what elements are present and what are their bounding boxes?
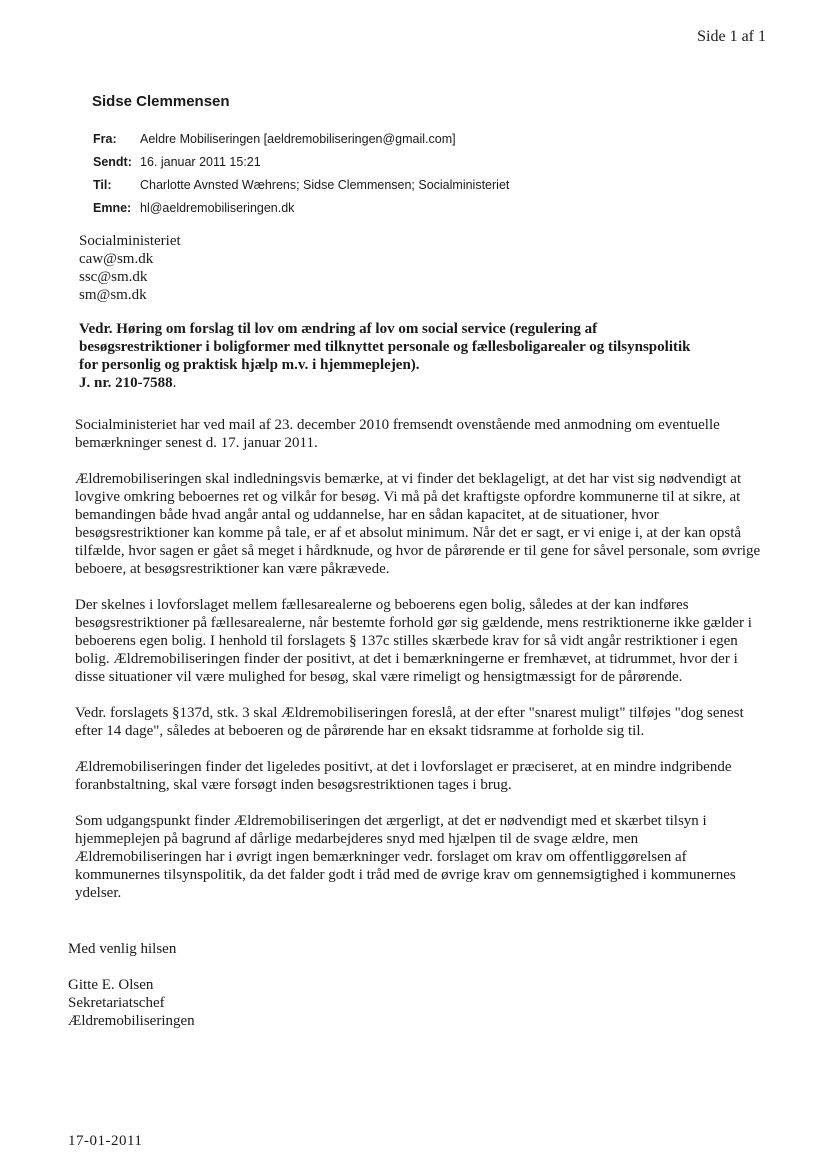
paragraph: Som udgangspunkt finder Ældremobiliseringen det ærgerligt, at det er nødvendigt med et skærbet tilsyn i hjemmeplejen på bagrund af dårlige medarbejderes snyd med hjælpen til de svage ældre, men Ældremobiliseringen har i øvrigt ingen bemærkninger vedr. forslaget om krav om offentliggørelsen af kommunernes tilsynspolitik, da det falder godt i tråd med de øvrige krav om gennemsigtighed i kommunernes ydelser. xyxy=(75,813,736,901)
recipient-email: caw@sm.dk xyxy=(79,251,154,267)
subject-value: hl@aeldremobiliseringen.dk xyxy=(140,201,295,215)
recipient-block xyxy=(79,232,181,304)
journal-number-suffix: . xyxy=(172,375,177,391)
header-from-row xyxy=(93,128,509,151)
header-sent-row xyxy=(93,151,509,174)
paragraph: Der skelnes i lovforslaget mellem fællesarealerne og beboerens egen bolig, således at der kan indføres besøgsrestriktioner på fællesarealerne, når bestemte forhold gør sig gældende, mens restriktionerne ikke gælder i beboerens egen bolig. I henhold til forslagets § 137c stilles skærbede krav for så vidt angår restriktioner i egen bolig. Ældremobiliseringen finder der positivt, at det i bemærkningerne er fremhævet, at tidrummet, hvor der i disse situationer vil være mulighed for besøg, skal være rimeligt og hensigtmæssigt for de pårørende. xyxy=(75,597,752,685)
paragraph: Ældremobiliseringen finder det ligeledes positivt, at det i lovforslaget er præciseret, at en mindre indgribende foranbstaltning, skal være forsøgt inden besøgsrestriktionen tages i brug. xyxy=(75,759,732,793)
from-value: Aeldre Mobiliseringen [aeldremobiliseringen@gmail.com] xyxy=(140,132,456,146)
header-to-row xyxy=(93,174,509,197)
subject-label: Emne: xyxy=(93,201,132,215)
recipient-email: ssc@sm.dk xyxy=(79,269,148,285)
email-header xyxy=(93,128,509,220)
letter-subject xyxy=(79,320,769,392)
sender-name: Sidse Clemmensen xyxy=(92,93,230,110)
header-subject-row xyxy=(93,197,509,220)
sent-value: 16. januar 2011 15:21 xyxy=(140,155,261,169)
sent-label: Sendt: xyxy=(93,155,132,169)
from-label: Fra: xyxy=(93,132,117,146)
signature xyxy=(68,976,195,1030)
recipient-name: Socialministeriet xyxy=(79,233,181,249)
signature-title: Sekretariatschef xyxy=(68,995,165,1011)
footer-date: 17-01-2011 xyxy=(68,1133,143,1149)
paragraph: Vedr. forslagets §137d, stk. 3 skal Ældremobiliseringen foreslå, at der efter "snarest muligt" tilføjes "dog senest efter 14 dage", således at beboeren og de pårørende har en eksakt tidsramme at forholde sig til. xyxy=(75,705,744,739)
recipient-email: sm@sm.dk xyxy=(79,287,147,303)
to-value: Charlotte Avnsted Wæhrens; Sidse Clemmensen; Socialministeriet xyxy=(140,178,510,192)
journal-number xyxy=(79,374,769,392)
subject-line: Vedr. Høring om forslag til lov om ændring af lov om social service (regulering af xyxy=(79,321,598,337)
closing: Med venlig hilsen xyxy=(68,941,177,957)
journal-number-label: J. nr. 210-7588 xyxy=(79,375,173,391)
paragraph: Ældremobiliseringen skal indledningsvis bemærke, at vi finder det beklageligt, at det har vist sig nødvendigt at lovgive omkring beboernes ret og vilkår for besøg. Vi må på det kraftigste opfordre kommunerne til at sikre, at bemandingen både hvad angår antal og uddannelse, har en sådan kapacitet, at de situationer, hvor besøgsrestriktioner kan komme på tale, er af et absolut minimum. Når det er sagt, er vi enige i, at der kan opstå tilfælde, hvor sagen er gået så meget i hårdknude, og hvor de pårørende er til gene for såvel personale, som øvrige beboere, at besøgsrestriktioner kan være påkrævede. xyxy=(75,471,761,577)
subject-line: besøgsrestriktioner i boligformer med tilknyttet personale og fællesboligarealer og tilsynspolitik xyxy=(79,339,691,355)
subject-line: for personlig og praktisk hjælp m.v. i hjemmeplejen). xyxy=(79,357,420,373)
letter-body xyxy=(75,416,765,920)
signature-organization: Ældremobiliseringen xyxy=(68,1013,195,1029)
paragraph: Socialministeriet har ved mail af 23. december 2010 fremsendt ovenstående med anmodning om eventuelle bemærkninger senest d. 17. januar 2011. xyxy=(75,417,720,451)
signature-name: Gitte E. Olsen xyxy=(68,977,154,993)
to-label: Til: xyxy=(93,178,112,192)
page-number: Side 1 af 1 xyxy=(697,28,766,45)
